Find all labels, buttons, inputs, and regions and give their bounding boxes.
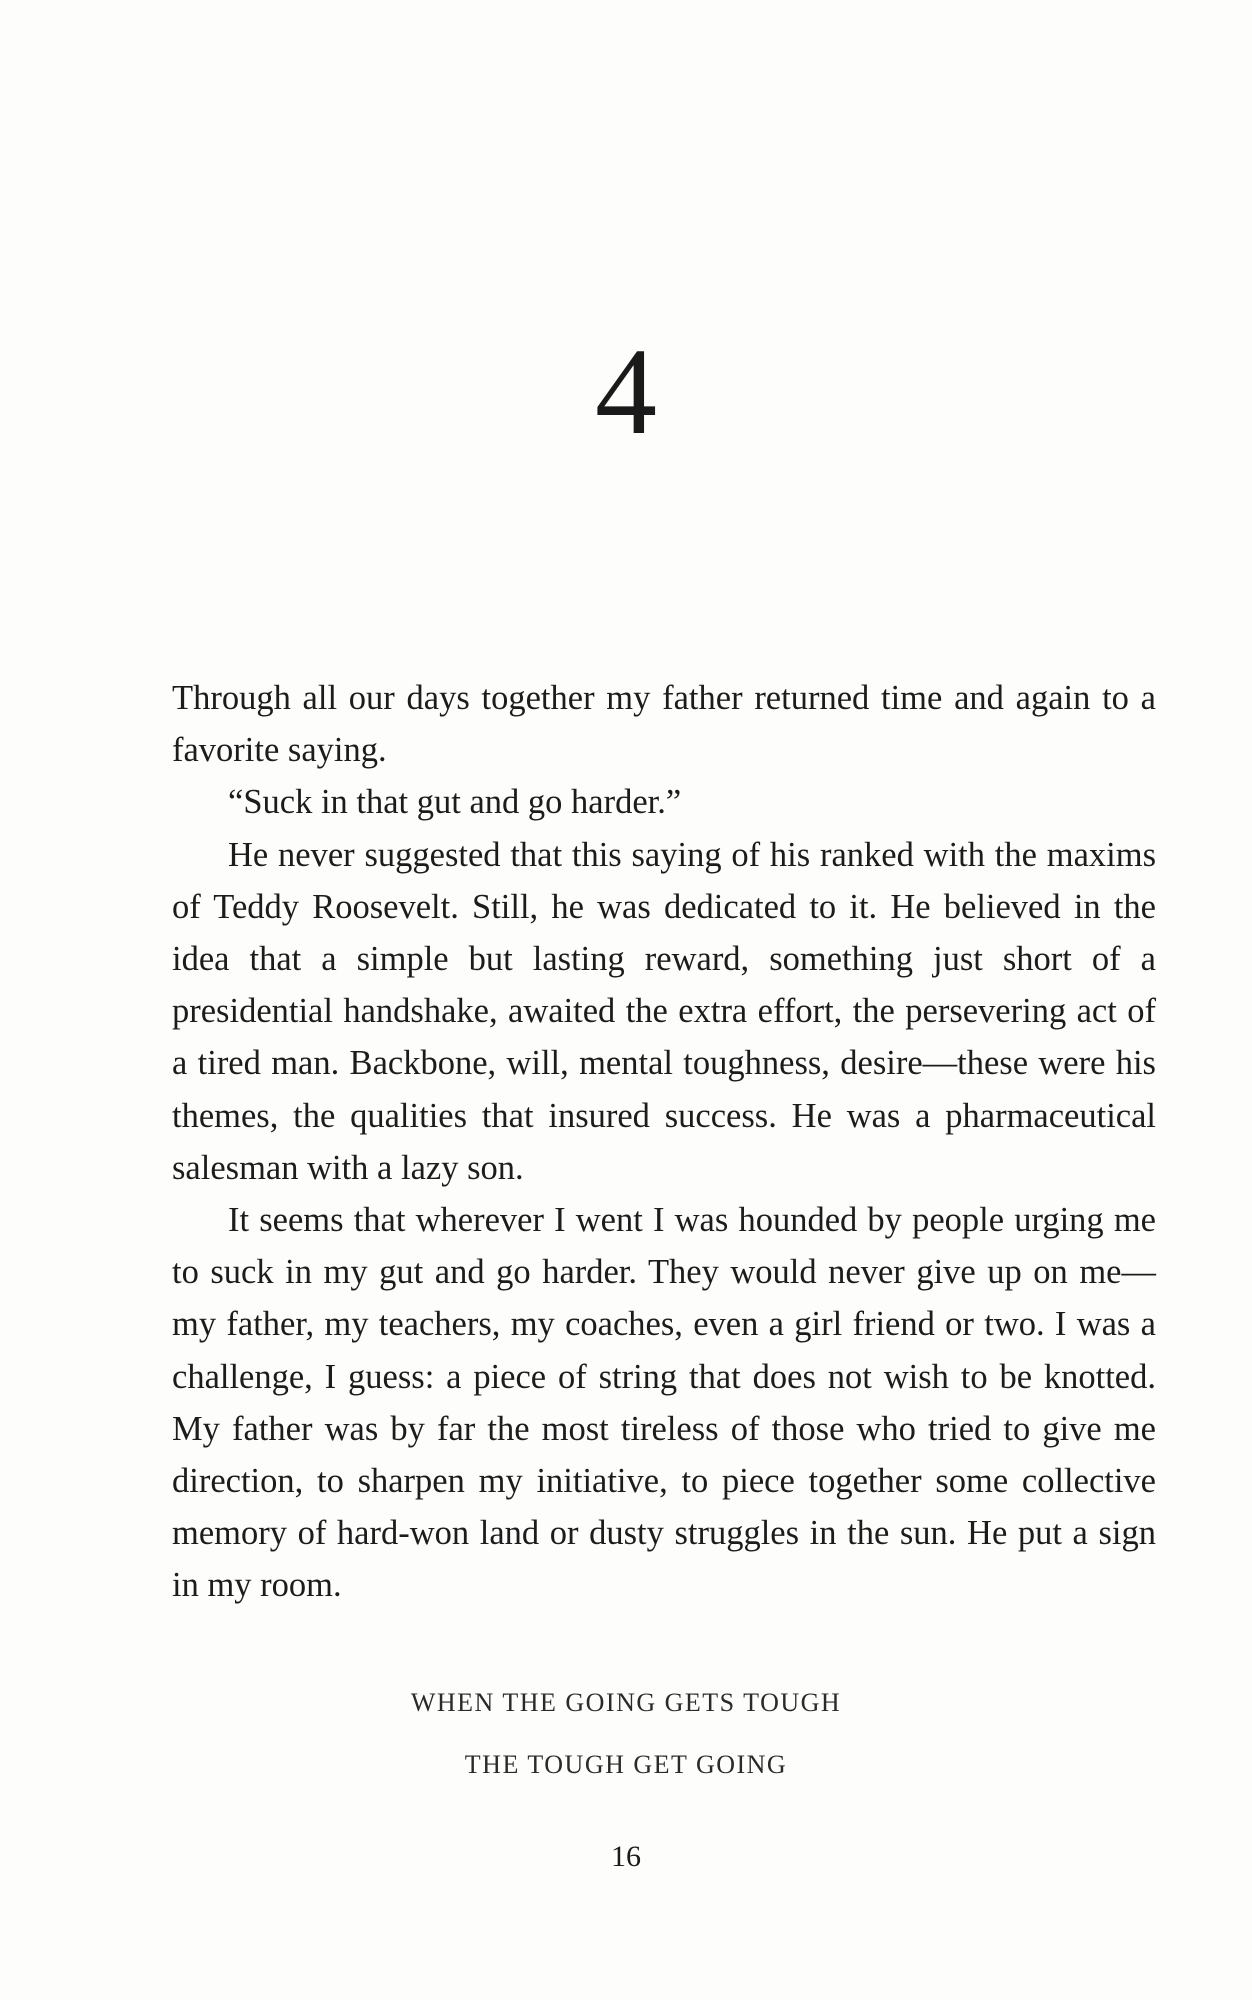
paragraph: He never suggested that this saying of his ranked with the maxims of Teddy Roosevelt. Still, he was dedicated to it. He believed in the idea that a simple but lasting reward, something just short of a presidential handshake, awaited the extra effort, the persevering act of a tired man. Backbone, will, mental toughness, desire—these were his themes, the qualities that insured success. He was a pharmaceutical salesman with a lazy son. bbox=[172, 835, 1156, 1187]
body-text bbox=[172, 672, 1156, 1612]
paragraph: Through all our days together my father returned time and again to a favorite saying. bbox=[172, 679, 1156, 770]
sign-quote bbox=[0, 1672, 1252, 1796]
sign-line: THE TOUGH GET GOING bbox=[464, 1750, 788, 1779]
chapter-number: 4 bbox=[595, 323, 657, 460]
paragraph: It seems that wherever I went I was hounded by people urging me to suck in my gut and go harder. They would never give up on me—my father, my teachers, my coaches, even a girl friend or two. I was a challenge, I guess: a piece of string that does not wish to be knotted. My father was by far the most tireless of those who tried to give me direction, to sharpen my initiative, to piece together some collective memory of hard-won land or dusty struggles in the sun. He put a sign in my room. bbox=[172, 1201, 1156, 1605]
page-number: 16 bbox=[611, 1840, 641, 1873]
sign-line: WHEN THE GOING GETS TOUGH bbox=[410, 1688, 842, 1717]
paragraph: “Suck in that gut and go harder.” bbox=[228, 783, 682, 822]
